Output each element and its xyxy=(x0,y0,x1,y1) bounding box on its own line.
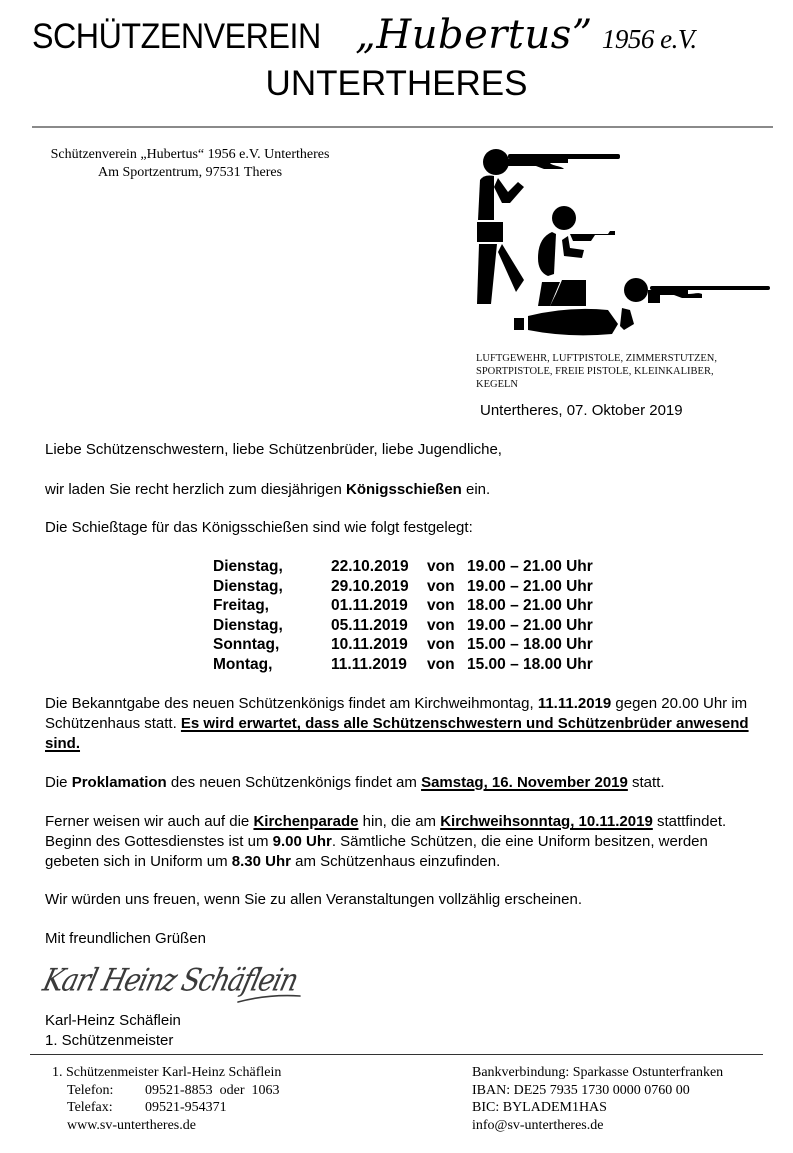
announce-text: Die Bekanntgabe des neuen Schützenkönigs findet am Kirchweihmontag, xyxy=(45,695,538,712)
schedule-time: 18.00 – 21.00 Uhr xyxy=(467,597,593,614)
standing-leg-left xyxy=(477,244,497,304)
schedule-time: 19.00 – 21.00 Uhr xyxy=(467,616,593,634)
schedule-date: 01.11.2019 xyxy=(331,597,408,614)
schedule-von: von xyxy=(427,597,455,614)
invitation-paragraph xyxy=(45,480,765,500)
schedule-intro: Die Schießtage für das Königsschießen sind wie folgt festgelegt: xyxy=(45,519,473,536)
schedule-von: von xyxy=(427,577,455,595)
phone-label: Telefon: xyxy=(67,1082,114,1098)
prone-rifle-stock xyxy=(648,290,702,303)
schedule-date: 05.11.2019 xyxy=(331,616,408,634)
standing-leg-right xyxy=(498,244,524,292)
signature-flourish xyxy=(236,992,302,1008)
parade-keyword: Kirchenparade xyxy=(253,813,359,830)
schedule-time: 15.00 – 18.00 Uhr xyxy=(467,636,593,653)
shooters-pictogram-icon xyxy=(472,140,772,340)
greeting: Liebe Schützenschwestern, liebe Schützenbrüder, liebe Jugendliche, xyxy=(45,441,502,458)
procl-text: Die xyxy=(45,774,72,791)
club-script-name: „Hubertus” xyxy=(355,12,593,58)
footer-phone xyxy=(52,1082,281,1100)
signatory xyxy=(45,1011,181,1051)
procl-text-mid: des neuen Schützenkönigs findet am xyxy=(166,774,422,791)
kneeling-pistol xyxy=(570,231,615,241)
schedule-row xyxy=(213,577,593,597)
schedule-row xyxy=(213,596,593,616)
announce-text-mid: gegen 20.00 Uhr im Schützenhaus statt. xyxy=(45,695,748,732)
footer-email-link[interactable]: info@sv-untertheres.de xyxy=(472,1117,604,1133)
header-divider xyxy=(32,126,773,128)
schedule-table xyxy=(213,557,593,674)
invite-text-end: ein. xyxy=(461,481,491,498)
schedule-row xyxy=(213,557,593,577)
announce-date: 11.11.2019 xyxy=(537,695,612,712)
letterhead-title xyxy=(32,12,792,58)
footer-contact-title: 1. Schützenmeister Karl-Heinz Schäflein xyxy=(52,1065,282,1080)
footer-contact xyxy=(52,1064,281,1134)
schedule-von: von xyxy=(427,655,455,673)
standing-torso xyxy=(478,176,494,221)
prone-rifle-barrel xyxy=(650,286,770,290)
fax-value: 09521-954371 xyxy=(145,1100,227,1115)
standing-rifle-barrel xyxy=(508,154,620,159)
invite-event-name: Königsschießen xyxy=(345,481,462,498)
fax-label: Telefax: xyxy=(67,1100,113,1115)
prone-shooter-head xyxy=(624,278,648,302)
parade-text-2: stattfindet. Beginn des Gottesdienstes ist um xyxy=(45,813,727,850)
assembly-time: 8.30 Uhr xyxy=(231,853,291,870)
parade-text-3: . Sämtliche Schützen, die eine Uniform besitzen, werden gebeten sich in Uniform um xyxy=(45,833,708,870)
standing-belt xyxy=(477,222,503,242)
schedule-date: 11.11.2019 xyxy=(331,655,407,673)
parade-text-end: am Schützenhaus einzufinden. xyxy=(290,853,501,870)
parade-text: Ferner weisen wir auch auf die xyxy=(45,813,254,830)
footer-fax xyxy=(52,1099,281,1117)
disciplines-line-3: KEGELN xyxy=(476,379,518,390)
schedule-von: von xyxy=(427,636,455,653)
disciplines-line-2: SPORTPISTOLE, FREIE PISTOLE, KLEINKALIBER, xyxy=(476,366,714,377)
schedule-time: 19.00 – 21.00 Uhr xyxy=(467,558,593,575)
phone-value: 09521-8853 oder 1063 xyxy=(145,1082,280,1098)
schedule-day: Dienstag, xyxy=(213,577,283,595)
footer-website-link[interactable]: www.sv-untertheres.de xyxy=(67,1117,196,1133)
procl-text-end: statt. xyxy=(627,774,665,791)
schedule-time: 19.00 – 21.00 Uhr xyxy=(467,577,593,595)
schedule-row xyxy=(213,655,593,675)
schedule-von: von xyxy=(427,558,455,575)
sender-line-2: Am Sportzentrum, 97531 Theres xyxy=(97,165,283,180)
prone-foot xyxy=(514,318,524,330)
prone-body xyxy=(528,309,618,335)
handwritten-signature: Karl Heinz Schäflein xyxy=(39,962,301,999)
announce-emphasis: Es wird erwartet, dass alle Schützenschwestern und Schützenbrüder anwesend sind. xyxy=(45,715,749,752)
bank-iban: IBAN: DE25 7935 1730 0000 0760 00 xyxy=(472,1082,690,1098)
kneeling-shooter-head xyxy=(552,206,576,230)
schedule-von: von xyxy=(427,616,455,634)
parade-paragraph xyxy=(45,812,765,872)
standing-shooter-head xyxy=(483,149,509,175)
sender-line-1: Schützenverein „Hubertus“ 1956 e.V. Untertheres xyxy=(50,147,330,162)
standing-arm xyxy=(494,178,524,203)
schedule-row xyxy=(213,616,593,636)
disciplines-line-1: LUFTGEWEHR, LUFTPISTOLE, ZIMMERSTUTZEN, xyxy=(476,353,718,364)
invite-text: wir laden Sie recht herzlich zum diesjährigen xyxy=(45,481,346,498)
procl-date: Samstag, 16. November 2019 xyxy=(421,774,628,791)
schedule-time: 15.00 – 18.00 Uhr xyxy=(467,655,593,673)
proclamation-paragraph xyxy=(45,773,765,793)
procl-keyword: Proklamation xyxy=(71,774,167,791)
service-time: 9.00 Uhr xyxy=(272,833,332,850)
schedule-day: Montag, xyxy=(213,655,273,673)
announcement-paragraph xyxy=(45,694,765,754)
schedule-day: Dienstag, xyxy=(213,558,283,575)
schedule-row xyxy=(213,635,593,655)
schedule-day: Dienstag, xyxy=(213,616,283,634)
sender-address xyxy=(30,146,350,182)
standing-rifle-stock xyxy=(508,159,568,169)
letter-date: Untertheres, 07. Oktober 2019 xyxy=(480,402,683,419)
club-prefix: SCHÜTZENVEREIN xyxy=(32,17,321,56)
schedule-date: 29.10.2019 xyxy=(331,577,409,595)
bank-bic: BIC: BYLADEM1HAS xyxy=(472,1100,607,1115)
disciplines-list xyxy=(476,352,786,391)
schedule-day: Freitag, xyxy=(213,597,269,614)
parade-text-mid: hin, die am xyxy=(358,813,441,830)
signatory-name: Karl-Heinz Schäflein xyxy=(45,1012,181,1029)
footer-divider xyxy=(30,1054,763,1055)
schedule-date: 22.10.2019 xyxy=(331,558,409,575)
bank-name: Bankverbindung: Sparkasse Ostunterfranken xyxy=(472,1065,724,1080)
parade-date: Kirchweihsonntag, 10.11.2019 xyxy=(440,813,653,830)
kneeling-torso xyxy=(538,232,556,276)
hope-paragraph: Wir würden uns freuen, wenn Sie zu allen Veranstaltungen vollzählig erscheinen. xyxy=(45,891,582,908)
signatory-role: 1. Schützenmeister xyxy=(45,1032,174,1049)
letterhead-town: UNTERTHERES xyxy=(265,64,528,103)
footer-bank xyxy=(472,1064,723,1134)
closing-salutation: Mit freundlichen Grüßen xyxy=(45,930,206,947)
schedule-date: 10.11.2019 xyxy=(331,636,408,653)
club-year: 1956 e.V. xyxy=(601,24,697,54)
prone-arm xyxy=(620,308,634,330)
schedule-day: Sonntag, xyxy=(213,636,280,653)
